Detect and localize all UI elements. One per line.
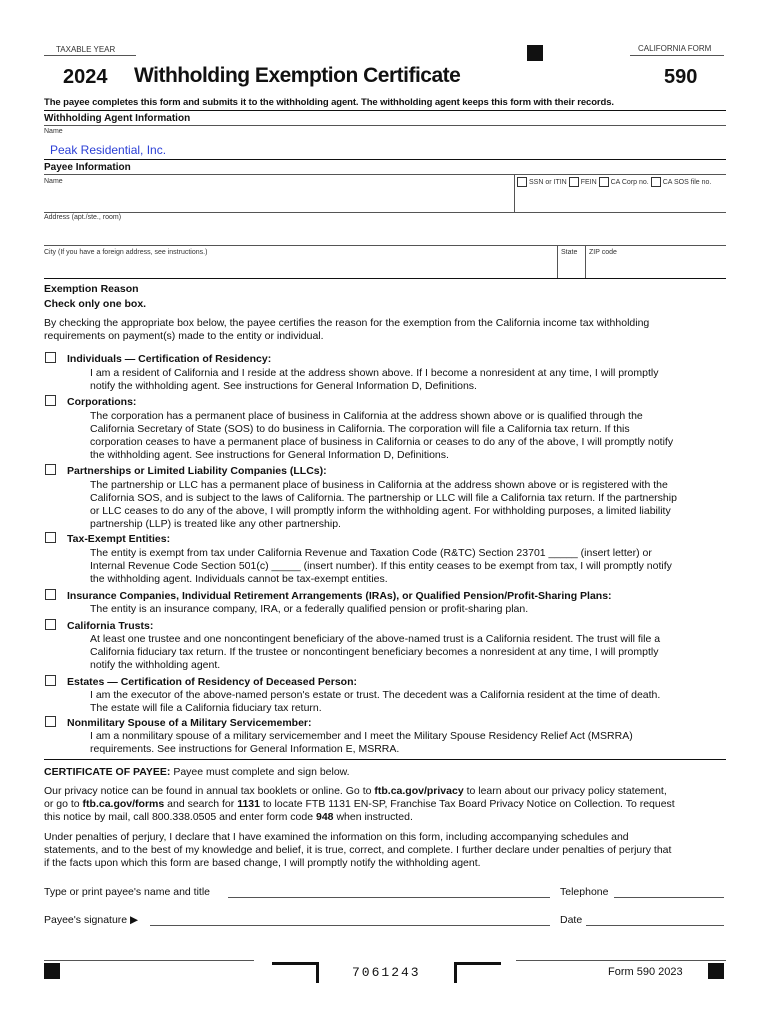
registration-mark xyxy=(44,963,60,979)
scan-corner-mark xyxy=(454,962,501,983)
option-title: Insurance Companies, Individual Retirement Arrangements (IRAs), or Qualified Pension/Profit-Sharing Plans: xyxy=(67,590,612,602)
option-title: Estates — Certification of Residency of Deceased Person: xyxy=(67,676,358,688)
option-body: At least one trustee and one noncontingent beneficiary of the above-named trust is a California resident. The trust will file a California fiduciary tax return. If the trustee or noncontingent beneficiary becomes a nonresident at any time, I will promptly notify the withholding agent. xyxy=(90,633,661,671)
name-title-field[interactable] xyxy=(228,897,550,898)
privacy-notice: Our privacy notice can be found in annual tax booklets or online. Go to ftb.ca.gov/privacy to learn about our privacy policy statement, or go to ftb.ca.gov/forms and search for 1131 to locate FTB 1131 EN-SP, Franchise Tax Board Privacy Notice on Collection. To request this notice by mail, call 800.338.0505 and enter form code 948 when instructed. xyxy=(44,785,675,823)
tax-year: 2024 xyxy=(63,66,108,88)
check-one-note: Check only one box. xyxy=(44,298,147,310)
partnerships-checkbox[interactable] xyxy=(45,464,56,475)
corporations-checkbox[interactable] xyxy=(45,395,56,406)
option-title: California Trusts: xyxy=(67,620,154,632)
barcode-number: 7061243 xyxy=(352,965,421,980)
forms-link[interactable]: ftb.ca.gov/forms xyxy=(82,798,165,810)
city-field[interactable] xyxy=(44,258,556,278)
ca-sos-checkbox[interactable] xyxy=(651,177,661,187)
date-label: Date xyxy=(560,914,583,926)
ssn-checkbox[interactable] xyxy=(517,177,527,187)
payee-name-label: Name xyxy=(44,178,63,185)
form-title: Withholding Exemption Certificate xyxy=(134,64,461,87)
form-instruction: The payee completes this form and submits it to the withholding agent. The withholding agent keeps this form with their records. xyxy=(44,97,614,108)
state-label: State xyxy=(561,249,578,256)
option-title: Nonmilitary Spouse of a Military Servicemember: xyxy=(67,717,312,729)
certificate-heading: CERTIFICATE OF PAYEE: Payee must complete and sign below. xyxy=(44,766,350,778)
zip-label: ZIP code xyxy=(589,249,617,256)
tax-exempt-checkbox[interactable] xyxy=(45,532,56,543)
option-title: Partnerships or Limited Liability Companies (LLCs): xyxy=(67,465,327,477)
individuals-checkbox[interactable] xyxy=(45,352,56,363)
signature-field[interactable] xyxy=(150,925,550,926)
option-title: Individuals — Certification of Residency: xyxy=(67,353,272,365)
address-label: Address (apt./ste., room) xyxy=(44,214,122,221)
taxable-year-label: TAXABLE YEAR xyxy=(56,45,116,54)
form-footer-label: Form 590 2023 xyxy=(608,966,683,978)
registration-mark xyxy=(527,45,543,61)
estates-checkbox[interactable] xyxy=(45,675,56,686)
option-body: I am a nonmilitary spouse of a military servicemember and I meet the Military Spouse Residency Relief Act (MSRRA) requirements. See instructions for General Information E, MSRRA. xyxy=(90,730,633,755)
payee-section-title: Payee Information xyxy=(44,162,131,173)
form-number: 590 xyxy=(664,66,698,88)
option-body: The partnership or LLC has a permanent place of business in California at the address shown above or is registered with the California SOS, and is subject to the laws of California. The partnership or LLC will file a California tax return. If the partnership or LLC ceases to do any of the above, I will promptly inform the withholding agent. For withholding purposes, a limited liability partnership (LLP) is treated like any other partnership. xyxy=(90,479,677,530)
telephone-field[interactable] xyxy=(614,897,724,898)
payee-id-type-options: SSN or ITIN FEIN CA Corp no. CA SOS file no. xyxy=(517,177,711,187)
california-trusts-checkbox[interactable] xyxy=(45,619,56,630)
option-body: I am the executor of the above-named person's estate or trust. The decedent was a California resident at the time of death. The estate will file a California fiduciary tax return. xyxy=(90,689,661,714)
ca-corp-checkbox[interactable] xyxy=(599,177,609,187)
city-label: City (If you have a foreign address, see instructions.) xyxy=(44,249,208,256)
exemption-intro: By checking the appropriate box below, the payee certifies the reason for the exemption from the California income tax withholding requirements on payment(s) made to the entity or individual. xyxy=(44,317,650,342)
agent-name-label: Name xyxy=(44,128,63,135)
option-body: The entity is exempt from tax under California Revenue and Taxation Code (R&TC) Section 23701 _____ (insert letter) or Internal Revenue Code Section 501(c) _____ (insert number). If this entity ceases to be exempt from tax, I will promptly notify the withholding agent. Individuals cannot be tax-exempt entities. xyxy=(90,547,672,585)
telephone-label: Telephone xyxy=(560,886,609,898)
agent-name-field[interactable]: Peak Residential, Inc. xyxy=(50,143,167,157)
california-form-label: CALIFORNIA FORM xyxy=(638,44,712,53)
perjury-statement: Under penalties of perjury, I declare that I have examined the information on this form, including accompanying schedules and statements, and to the best of my knowledge and belief, it is true, correct, and complete. I further declare under penalties of perjury that if the facts upon which this form are based change, I will promptly notify the withholding agent. xyxy=(44,831,672,869)
option-title: Corporations: xyxy=(67,396,137,408)
payee-name-field[interactable] xyxy=(44,186,514,212)
insurance-ira-checkbox[interactable] xyxy=(45,589,56,600)
agent-section-title: Withholding Agent Information xyxy=(44,113,191,124)
option-body: I am a resident of California and I reside at the address shown above. If I become a nonresident at any time, I will promptly notify the withholding agent. See instructions for General Information D, Definitions. xyxy=(90,367,659,392)
exemption-title: Exemption Reason xyxy=(44,283,139,295)
privacy-link[interactable]: ftb.ca.gov/privacy xyxy=(374,785,464,797)
option-title: Tax-Exempt Entities: xyxy=(67,533,171,545)
signature-label: Payee's signature ▶ xyxy=(44,914,139,926)
address-field[interactable] xyxy=(44,223,726,244)
option-body: The corporation has a permanent place of business in California at the address shown above or is qualified through the California Secretary of State (SOS) to do business in California. The corporation will file a California tax return. If this corporation ceases to have a permanent place of business in California or ceases to do any of the above, I will promptly notify the withholding agent. See instructions for General Information D, Definitions. xyxy=(90,410,674,461)
scan-corner-mark xyxy=(272,962,319,983)
military-spouse-checkbox[interactable] xyxy=(45,716,56,727)
fein-checkbox[interactable] xyxy=(569,177,579,187)
name-title-label: Type or print payee's name and title xyxy=(44,886,211,898)
option-body: The entity is an insurance company, IRA, or a federally qualified pension or profit-sharing plan. xyxy=(90,603,529,615)
registration-mark xyxy=(708,963,724,979)
date-field[interactable] xyxy=(586,925,724,926)
